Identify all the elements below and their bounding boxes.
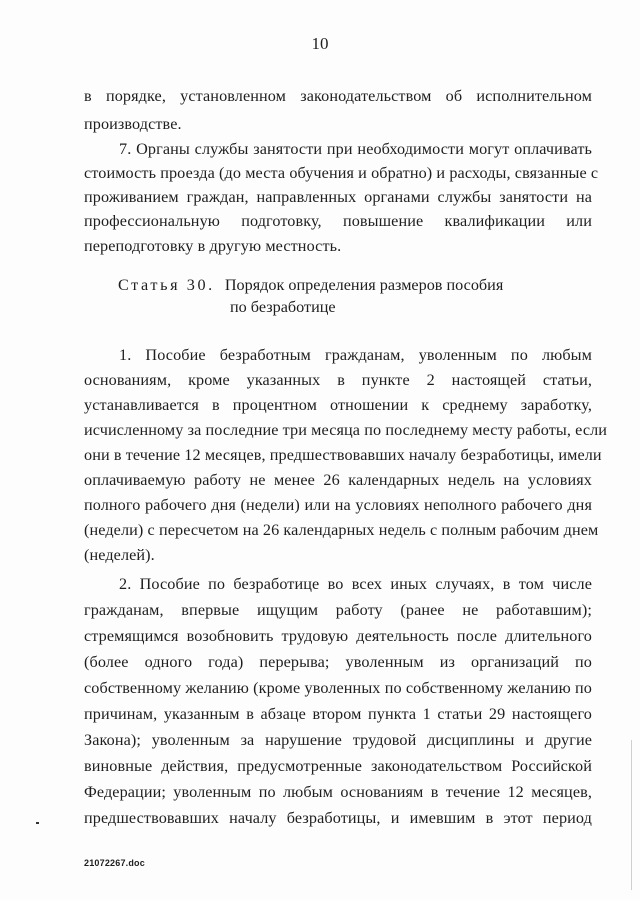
text-line: причинам, указанным в абзаце втором пункта 1 статьи 29 настоящего <box>84 705 592 723</box>
text-line: гражданам, впервые ищущим работу (ранее не работавшим); <box>84 601 592 619</box>
text-line: собственному желанию (кроме уволенных по собственному желанию по <box>84 679 592 697</box>
text-line: стремящимся возобновить трудовую деятельность после длительного <box>84 627 592 645</box>
text-line: стоимость проезда (до места обучения и обратно) и расходы, связанные с <box>84 164 599 182</box>
text-line: виновные действия, предусмотренные законодательством Российской <box>84 757 592 775</box>
text-line: они в течение 12 месяцев, предшествовавших началу безработицы, имели <box>84 446 602 464</box>
page-edge-mark <box>631 740 632 890</box>
text-line: 2. Пособие по безработице во всех иных случаях, в том числе <box>119 575 592 593</box>
text-line: переподготовку в другую местность. <box>84 237 342 255</box>
text-line: 1. Пособие безработным гражданам, уволенным по любым <box>119 346 592 364</box>
text-line: предшествовавших началу безработицы, и имевшим в этот период <box>84 809 592 827</box>
text-line: Федерации; уволенным по любым основаниям в течение 12 месяцев, <box>84 783 592 801</box>
text-line: Закона); уволенным за нарушение трудовой дисциплины и другие <box>84 731 592 749</box>
margin-dot <box>36 822 39 824</box>
text-line: полного рабочего дня (недели) или на условиях неполного рабочего дня <box>84 496 592 514</box>
text-line: (неделей). <box>84 546 155 564</box>
text-line: основаниям, кроме указанных в пункте 2 настоящей статьи, <box>84 371 592 389</box>
article-heading <box>118 274 538 316</box>
text-line: 7. Органы службы занятости при необходимости могут оплачивать <box>119 140 592 158</box>
article-label: Статья 30. <box>118 276 215 294</box>
page-number: 10 <box>311 34 329 53</box>
text-line: производстве. <box>84 115 182 133</box>
text-line: оплачиваемую работу не менее 26 календарных недель на условиях <box>84 471 592 489</box>
text-line: профессиональную подготовку, повышение квалификации или <box>84 212 592 230</box>
text-line: исчисленному за последние три месяца по последнему месту работы, если <box>84 421 608 439</box>
footer-file-code: 21072267.doc <box>84 858 145 868</box>
text-line: проживанием граждан, направленных органами службы занятости на <box>84 188 592 206</box>
text-line: (более одного года) перерыва; уволенным из организаций по <box>84 653 592 671</box>
text-line: в порядке, установленном законодательством об исполнительном <box>84 87 592 105</box>
text-line: (недели) с пересчетом на 26 календарных недель с полным рабочим днем <box>84 521 599 539</box>
article-title-line1: Порядок определения размеров пособия <box>224 276 504 294</box>
text-line: устанавливается в процентном отношении к среднему заработку, <box>84 396 592 414</box>
article-title-line2: по безработице <box>230 298 336 316</box>
